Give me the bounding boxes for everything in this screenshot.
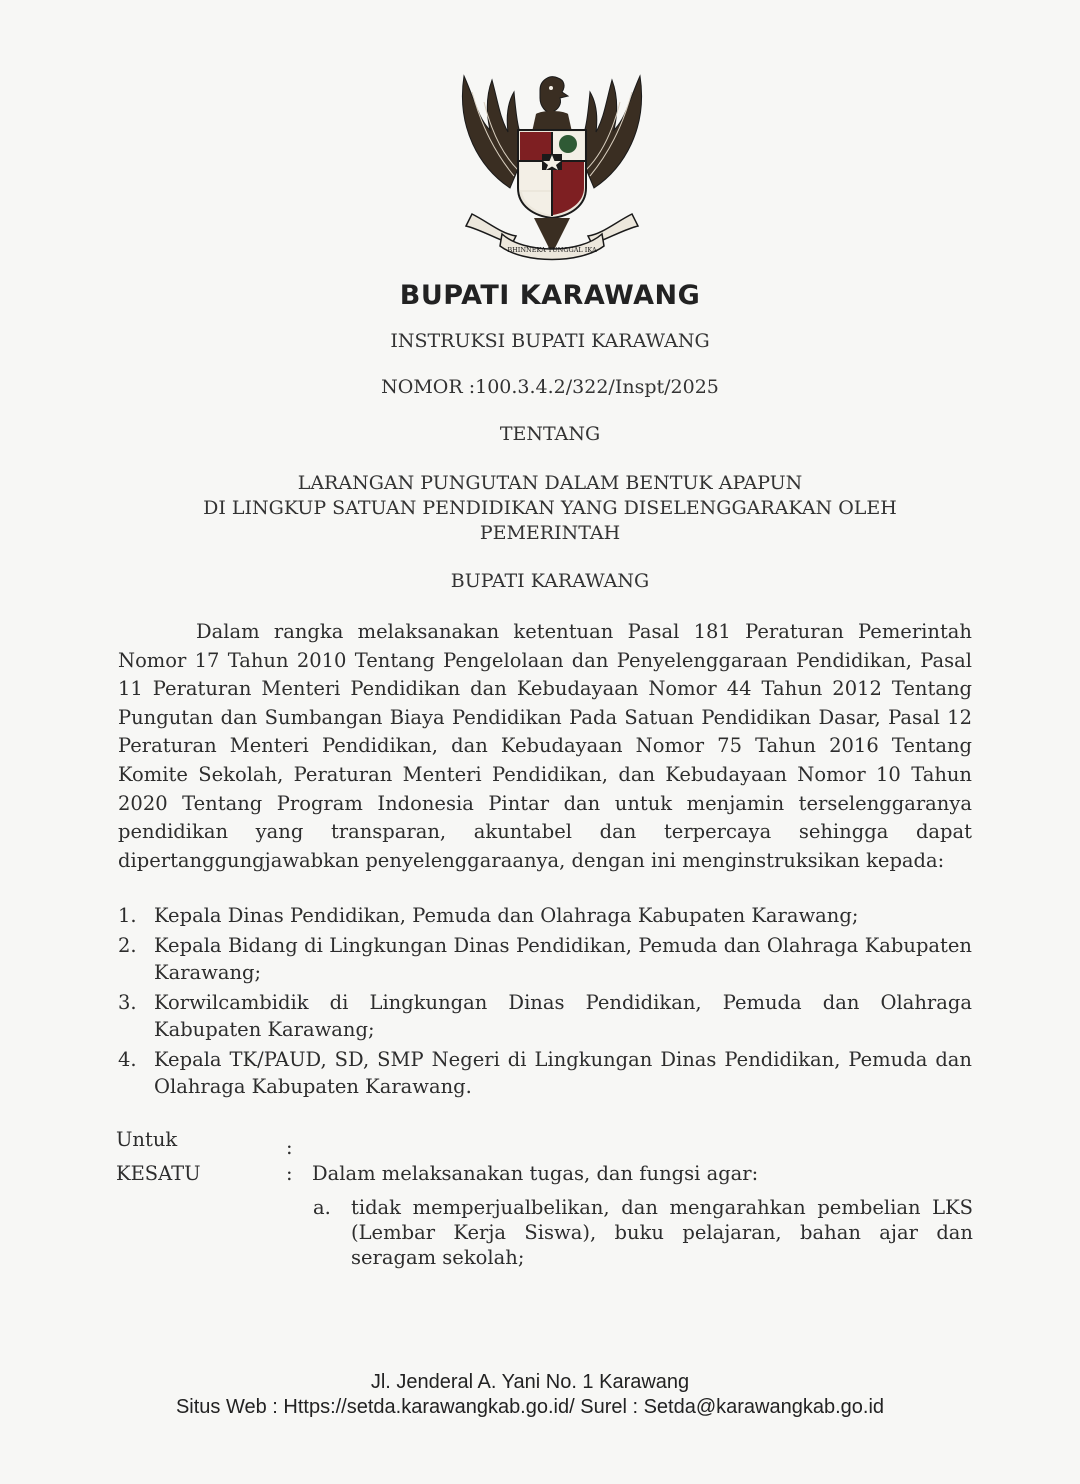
list-item: 1. Kepala Dinas Pendidikan, Pemuda dan Olahraga Kabupaten Karawang;	[118, 904, 859, 927]
colon: :	[286, 1162, 293, 1185]
footer-address: Jl. Jenderal A. Yani No. 1 Karawang	[370, 1371, 690, 1393]
garuda-pancasila-emblem-icon	[452, 58, 652, 273]
subject-line: DI LINGKUP SATUAN PENDIDIKAN YANG DISELENGGARAKAN OLEH	[203, 497, 897, 519]
list-item: 3. Korwilcambidik di Lingkungan Dinas Pendidikan, Pemuda dan Olahraga Kabupaten Karawang;	[118, 991, 972, 1041]
document-number: NOMOR :100.3.4.2/322/Inspt/2025	[381, 376, 719, 398]
issuer-title: BUPATI KARAWANG	[450, 570, 650, 592]
intro-paragraph: Dalam rangka melaksanakan ketentuan Pasal 181 Peraturan Pemerintah Nomor 17 Tahun 2010 Tentang Pengelolaan dan Penyelenggaraan Pendidikan, Pasal 11 Peraturan Menteri Pendidikan dan Kebudayaan Nomor 44 Tahun 2012 Tentang Pungutan dan Sumbangan Biaya Pendidikan Pada Satuan Pendidikan Dasar, Pasal 12 Peraturan Menteri Pendidikan, dan Kebudayaan Nomor 75 Tahun 2016 Tentang Komite Sekolah, Peraturan Menteri Pendidikan, dan Kebudayaan Nomor 10 Tahun 2020 Tentang Program Indonesia Pintar dan untuk menjamin terselenggaranya pendidikan yang transparan, akuntabel dan terpercaya sehingga dapat dipertanggungjawabkan penyelenggaraanya, dengan ini menginstruksikan kepada:	[118, 620, 972, 872]
recipient-list	[118, 902, 972, 1103]
kesatu-item: a. tidak memperjualbelikan, dan mengarahkan pembelian LKS (Lembar Kerja Siswa), buku pelajaran, bahan ajar dan seragam sekolah;	[313, 1196, 973, 1269]
colon: :	[286, 1136, 293, 1159]
subject-line: PEMERINTAH	[479, 522, 621, 544]
list-item: 4. Kepala TK/PAUD, SD, SMP Negeri di Lingkungan Dinas Pendidikan, Pemuda dan Olahraga Kabupaten Karawang.	[118, 1048, 972, 1098]
emblem-motto: BHINNEKA TUNGGAL IKA	[507, 246, 597, 254]
about-label: TENTANG	[499, 423, 601, 445]
kesatu-text: Dalam melaksanakan tugas, dan fungsi agar:	[312, 1162, 759, 1185]
subject-line: LARANGAN PUNGUTAN DALAM BENTUK APAPUN	[297, 472, 803, 494]
document-type: INSTRUKSI BUPATI KARAWANG	[390, 330, 710, 352]
kesatu-label: KESATU	[116, 1162, 201, 1185]
footer-contact: Situs Web : Https://setda.karawangkab.go.id/ Surel : Setda@karawangkab.go.id	[175, 1396, 885, 1418]
list-item: 2. Kepala Bidang di Lingkungan Dinas Pendidikan, Pemuda dan Olahraga Kabupaten Karawang;	[118, 934, 972, 984]
untuk-label: Untuk	[116, 1128, 178, 1151]
document-subject	[0, 471, 1080, 546]
agency-title: BUPATI KARAWANG	[399, 280, 701, 311]
